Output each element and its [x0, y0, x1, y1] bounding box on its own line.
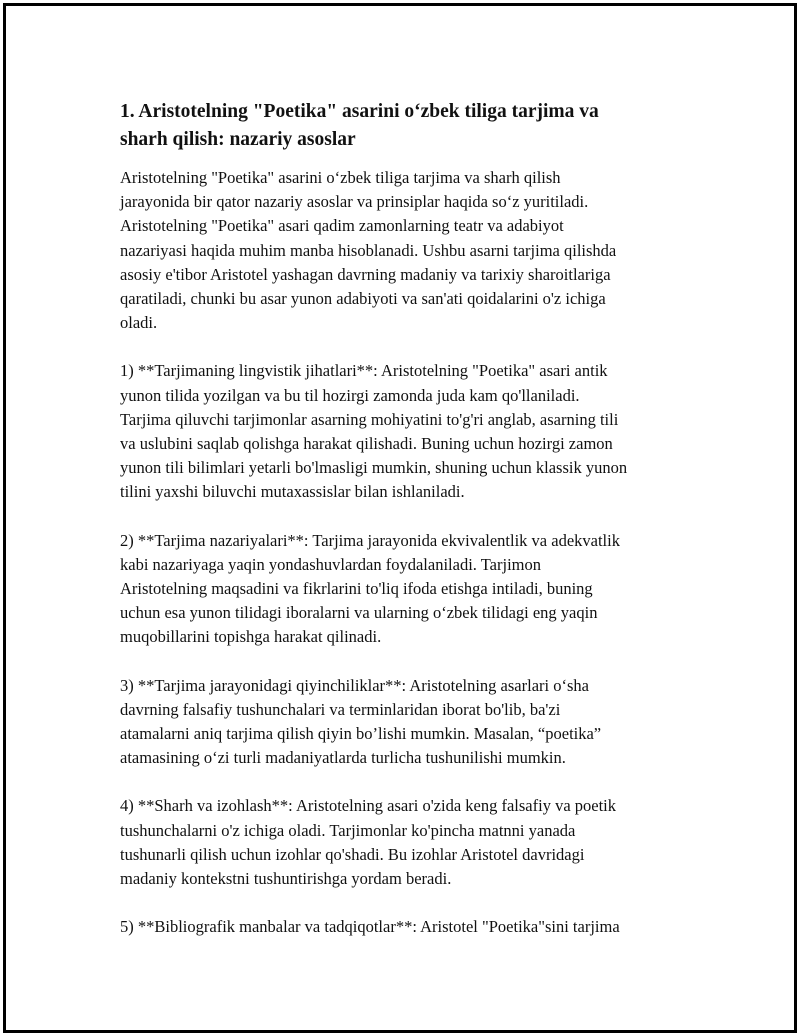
text-line: qaratiladi, chunki bu asar yunon adabiyoti va san'ati qoidalarini o'z ichiga — [120, 289, 606, 309]
text-line: 2) **Tarjima nazariyalari**: Tarjima jarayonida ekvivalentlik va adekvatlik — [120, 530, 620, 550]
document-body — [120, 98, 700, 963]
text-line: tilini yaxshi biluvchi mutaxassislar bilan ishlaniladi. — [120, 482, 465, 502]
text-line: Tarjima qiluvchi tarjimonlar asarning mohiyatini to'g'ri anglab, asarning tili — [120, 409, 619, 429]
text-line: atamalarni aniq tarjima qilish qiyin bo’lishi mumkin. Masalan, “poetika” — [120, 724, 602, 744]
text-line: oladi. — [120, 313, 158, 333]
text-line: jarayonida bir qator nazariy asoslar va prinsiplar haqida so‘z yuritiladi. — [120, 192, 589, 212]
text-line: 4) **Sharh va izohlash**: Aristotelning asari o'zida keng falsafiy va poetik — [120, 796, 617, 816]
text-line: 3) **Tarjima jarayonidagi qiyinchiliklar**: Aristotelning asarlari o‘sha — [120, 675, 589, 695]
text-line: 1) **Tarjimaning lingvistik jihatlari**: Aristotelning "Poetika" asari antik — [120, 361, 608, 381]
text-line: atamasining o‘zi turli madaniyatlarda turlicha tushunilishi mumkin. — [120, 748, 566, 768]
intro-paragraph — [120, 166, 700, 335]
text-line: nazariyasi haqida muhim manba hisoblanadi. Ushbu asarni tarjima qilishda — [120, 240, 617, 260]
text-line: muqobillarini topishga harakat qilinadi. — [120, 627, 382, 647]
section-1-paragraph — [120, 359, 700, 504]
text-line: yunon tilida yozilgan va bu til hozirgi zamonda juda kam qo'llaniladi. — [120, 385, 580, 405]
text-line: kabi nazariyaga yaqin yondashuvlardan foydalaniladi. Tarjimon — [120, 554, 541, 574]
text-line: yunon tili bilimlari yetarli bo'lmasligi mumkin, shuning uchun klassik yunon — [120, 458, 628, 478]
text-line: va uslubini saqlab qolishga harakat qilishadi. Buning uchun hozirgi zamon — [120, 434, 613, 454]
text-line: tushunarli qilish uchun izohlar qo'shadi. Bu izohlar Aristotel davridagi — [120, 844, 585, 864]
text-line: madaniy kontekstni tushuntirishga yordam beradi. — [120, 869, 452, 889]
text-line: 5) **Bibliografik manbalar va tadqiqotlar**: Aristotel "Poetika"sini tarjima — [120, 917, 620, 937]
text-line: uchun esa yunon tilidagi iboralarni va ularning o‘zbek tilidagi eng yaqin — [120, 603, 598, 623]
text-line: Aristotelning "Poetika" asari qadim zamonlarning teatr va adabiyot — [120, 216, 564, 236]
text-line: Aristotelning maqsadini va fikrlarini to'liq ifoda etishga intiladi, buning — [120, 579, 593, 599]
text-line: davrning falsafiy tushunchalari va terminlaridan iborat bo'lib, ba'zi — [120, 699, 561, 719]
page-frame — [3, 3, 797, 1033]
text-line: asosiy e'tibor Aristotel yashagan davrning madaniy va tarixiy sharoitlariga — [120, 264, 611, 284]
title-line: 1. Aristotelning "Poetika" asarini o‘zbek tiliga tarjima va — [120, 101, 599, 122]
title-line: sharh qilish: nazariy asoslar — [120, 129, 356, 150]
section-5-paragraph — [120, 915, 700, 939]
text-line: tushunchalarni o'z ichiga oladi. Tarjimonlar ko'pincha matnni yanada — [120, 820, 576, 840]
section-2-paragraph — [120, 529, 700, 650]
document-title — [120, 98, 700, 154]
section-4-paragraph — [120, 794, 700, 891]
text-line: Aristotelning "Poetika" asarini o‘zbek tiliga tarjima va sharh qilish — [120, 168, 561, 187]
section-3-paragraph — [120, 674, 700, 771]
